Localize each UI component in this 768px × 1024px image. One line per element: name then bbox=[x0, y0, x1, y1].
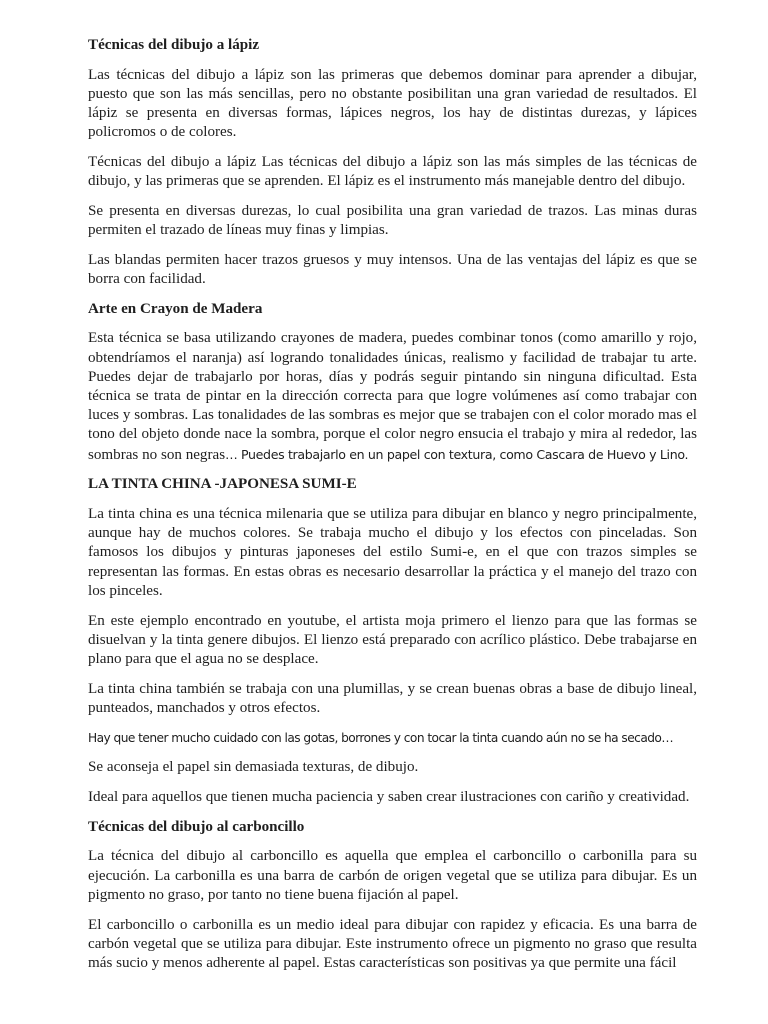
paragraph: La tinta china es una técnica milenaria que se utiliza para dibujar en blanco y negro principalmente, aunque hay de muchos colores. Se trabaja mucho el dibujo y los efectos con pinceladas. Son famosos los dibujos y pinturas japoneses del estilo Sumi-e, en el que con trazos simples se representan las formas. En estas obras es necesario desarrollar la práctica y el manejo del trazo con los pinceles. bbox=[88, 506, 697, 599]
paragraph: La técnica del dibujo al carboncillo es aquella que emplea el carboncillo o carbonilla para su ejecución. La carbonilla es una barra de carbón de origen vegetal que se utiliza para dibujar. Es un pigmento no graso, por tanto no tiene buena fijación al papel. bbox=[88, 848, 697, 903]
paragraph: Las blandas permiten hacer trazos gruesos y muy intensos. Una de las ventajas del lápiz es que se borra con facilidad. bbox=[88, 251, 697, 288]
paragraph: Se aconseja el papel sin demasiada texturas, de dibujo. bbox=[88, 759, 419, 776]
section-heading-carboncillo: Técnicas del dibujo al carboncillo bbox=[88, 818, 305, 835]
paragraph: Técnicas del dibujo a lápiz Las técnicas del dibujo a lápiz son las más simples de las técnicas de dibujo, y las primeras que se aprenden. El lápiz es el instrumento más manejable dentro del dibujo. bbox=[88, 154, 697, 190]
paragraph-tail-text: … Puedes trabajarlo en un papel con textura, como Cascara de Huevo y Lino. bbox=[225, 446, 689, 462]
paragraph-warning: Hay que tener mucho cuidado con las gotas, borrones y con tocar la tinta cuando aún no se ha secado… bbox=[88, 730, 673, 745]
paragraph: Las técnicas del dibujo a lápiz son las primeras que debemos dominar para aprender a dibujar, puesto que son las más sencillas, pero no obstante posibilitan una gran variedad de resultados. El lápiz se presenta en diversas formas, lápices negros, los hay de distintas durezas, y lápices policromos o de colores. bbox=[88, 66, 697, 141]
section-heading-lapiz: Técnicas del dibujo a lápiz bbox=[88, 37, 260, 53]
document-page bbox=[88, 36, 697, 984]
section-heading-tinta-china: LA TINTA CHINA -JAPONESA SUMI-E bbox=[88, 476, 357, 493]
paragraph: Ideal para aquellos que tienen mucha paciencia y saben crear ilustraciones con cariño y creatividad. bbox=[88, 789, 690, 805]
paragraph: La tinta china también se trabaja con una plumillas, y se crean buenas obras a base de dibujo lineal, punteados, manchados y otros efectos. bbox=[88, 680, 697, 716]
paragraph bbox=[88, 329, 697, 464]
paragraph: El carboncillo o carbonilla es un medio ideal para dibujar con rapidez y eficacia. Es una barra de carbón vegetal que se utiliza para dibujar. Este instrumento ofrece un pigmento no graso que resulta más sucio y menos adherente al papel. Estas características son positivas ya que permite una fácil bbox=[88, 916, 697, 971]
paragraph: Se presenta en diversas durezas, lo cual posibilita una gran variedad de trazos. Las minas duras permiten el trazado de líneas muy finas y limpias. bbox=[88, 202, 697, 239]
paragraph-main-text: Esta técnica se basa utilizando crayones de madera, puedes combinar tonos (como amarillo y rojo, obtendríamos el naranja) así logrando tonalidades únicas, realismo y facilidad de trabajar tu arte. Puedes dejar de trabajarlo por horas, días y podrás seguir pintando sin ninguna dificultad. Esta técnica se trata de pintar en la dirección correcta para que logre volúmenes así como trabajar con luces y sombras. Las tonalidades de las sombras es mejor que se trabajen con el color morado mas el tono del objeto donde nace la sombra, porque el color negro ensucia el trabajo y mira al rededor, las sombras no son negras bbox=[88, 330, 697, 463]
section-heading-crayon: Arte en Crayon de Madera bbox=[88, 300, 263, 317]
paragraph: En este ejemplo encontrado en youtube, el artista moja primero el lienzo para que las formas se disuelvan y la tinta genere dibujos. El lienzo está preparado con acrílico plástico. Debe trabajarse en plano para que el agua no se desplace. bbox=[88, 612, 697, 667]
